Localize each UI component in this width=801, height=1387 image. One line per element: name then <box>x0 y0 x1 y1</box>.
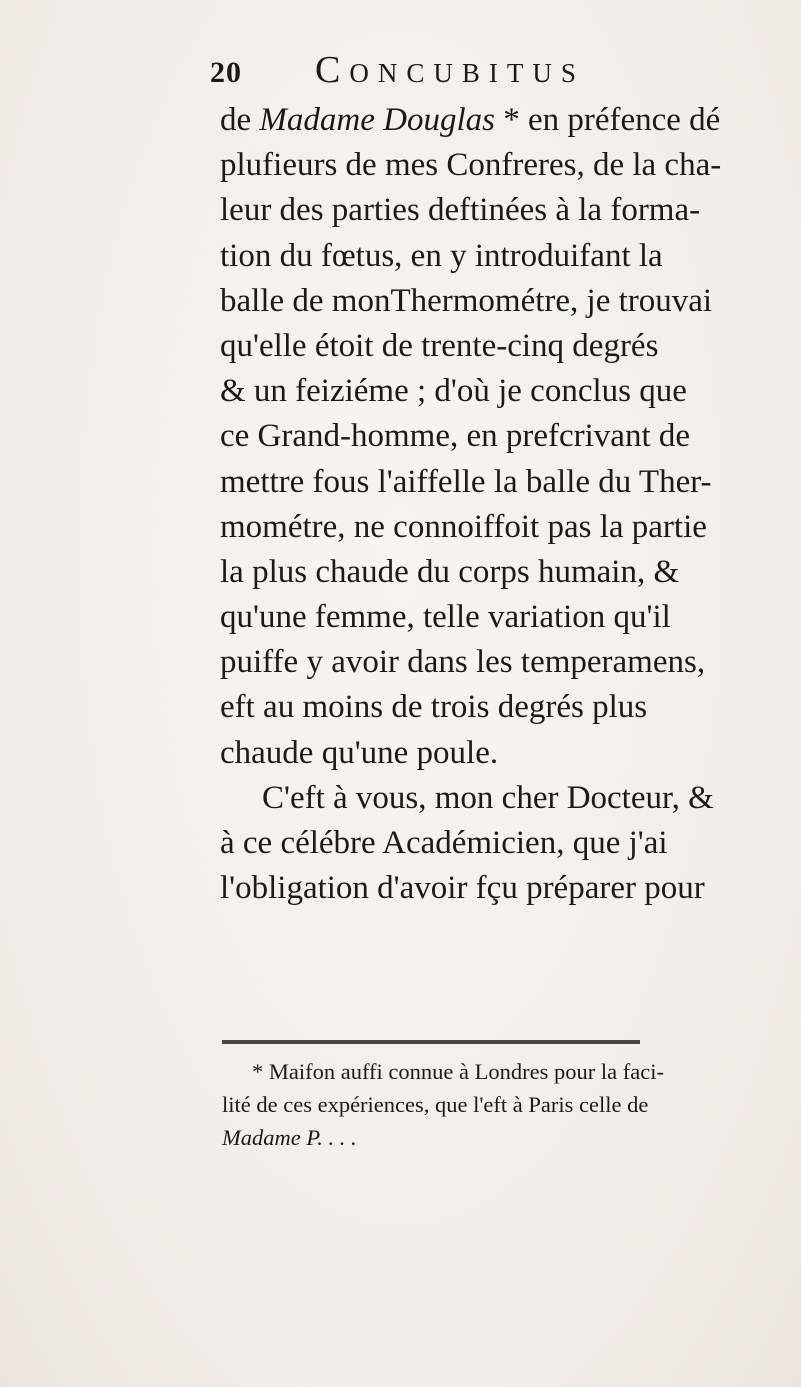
text-line: leur des parties deftinées à la forma- <box>220 192 701 229</box>
text-line-prefix: de <box>220 102 260 138</box>
footnote-line: lité de ces expériences, que l'eft à Paris celle de <box>222 1092 649 1117</box>
text-line: l'obligation d'avoir fçu préparer pour <box>220 870 705 907</box>
italic-name: Madame Douglas <box>259 102 495 138</box>
text-line <box>220 98 721 143</box>
text-line: mométre, ne connoiffoit pas la partie <box>220 508 707 545</box>
running-title: Concubitus <box>315 49 585 91</box>
footnote-line: * Maifon auffi connue à Londres pour la faci- <box>252 1059 664 1084</box>
text-line: ce Grand-homme, en prefcrivant de <box>220 418 691 455</box>
text-line: la plus chaude du corps humain, & <box>220 553 680 590</box>
text-line-paragraph-start: C'eft à vous, mon cher Docteur, & <box>262 779 714 816</box>
text-line-paragraph-end: chaude qu'une poule. <box>220 734 499 771</box>
footnote <box>222 1055 664 1154</box>
page-number: 20 <box>210 56 242 89</box>
footnote-line-italic: Madame P. . . . <box>222 1125 357 1150</box>
text-line: à ce célébre Académicien, que j'ai <box>220 825 668 861</box>
text-line: qu'elle étoit de trente-cinq degrés <box>220 327 659 364</box>
footnote-divider <box>222 1040 640 1044</box>
text-line: eft au moins de trois degrés plus <box>220 689 648 726</box>
page-header <box>210 48 640 91</box>
text-line: & un feiziéme ; d'où je conclus que <box>220 373 687 410</box>
text-line: tion du fœtus, en y introduifant la <box>220 237 663 274</box>
text-line-suffix: * en préfence dé <box>494 102 721 138</box>
text-line: puiffe y avoir dans les temperamens, <box>220 644 706 681</box>
text-line: qu'une femme, telle variation qu'il <box>220 599 671 636</box>
body-text <box>220 98 722 911</box>
text-line: plufieurs de mes Confreres, de la cha- <box>220 147 722 184</box>
text-line: mettre fous l'aiffelle la balle du Ther- <box>220 463 712 500</box>
text-line: balle de monThermométre, je trouvai <box>220 282 713 319</box>
